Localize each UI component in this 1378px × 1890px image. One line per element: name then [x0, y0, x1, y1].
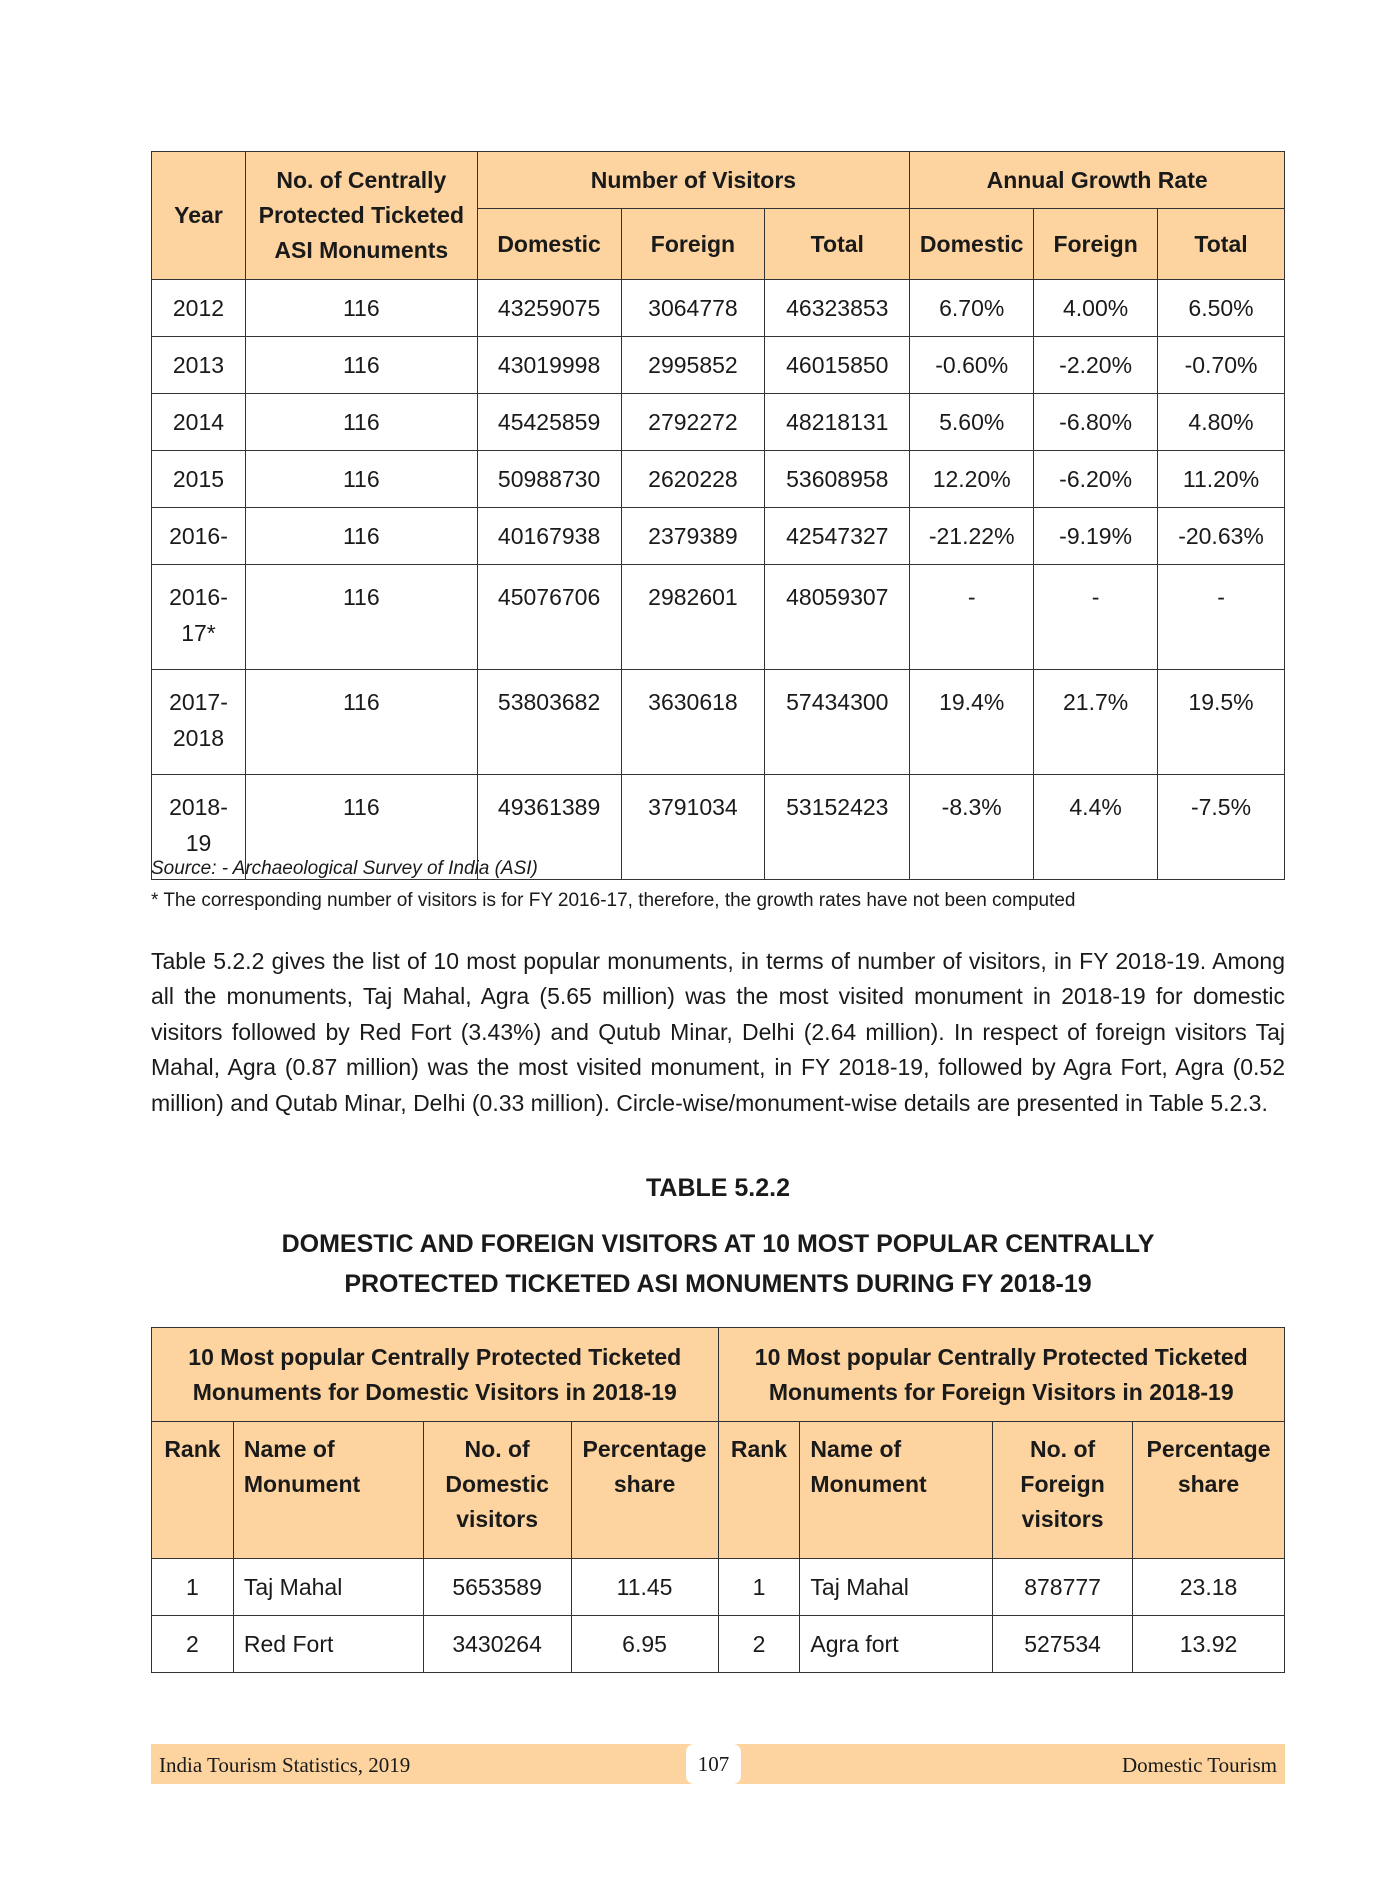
monuments-cell: 116	[245, 508, 477, 565]
domestic-cell: 53803682	[477, 670, 621, 775]
table-row	[152, 1616, 1285, 1673]
foreign-cell: 2379389	[621, 508, 765, 565]
table-row	[152, 394, 1285, 451]
header-foreign: Foreign	[621, 209, 765, 280]
monument-name-cell: Agra fort	[800, 1616, 993, 1673]
table-label: TABLE 5.2.2	[645, 1174, 791, 1202]
header-year: Year	[152, 152, 246, 280]
year-cell: 2016-17*	[152, 565, 246, 670]
domestic-cell: 45425859	[477, 394, 621, 451]
popular-monuments-table	[151, 1327, 1285, 1673]
monument-name-cell: Red Fort	[233, 1616, 423, 1673]
header-annual-growth-rate: Annual Growth Rate	[910, 152, 1285, 209]
growth-domestic-cell: -0.60%	[910, 337, 1034, 394]
monuments-cell: 116	[245, 565, 477, 670]
page-number: 107	[686, 1744, 741, 1784]
rank-cell: 2	[152, 1616, 234, 1673]
header-foreign-visitors: No. of Foreign visitors	[993, 1422, 1133, 1559]
growth-domestic-cell: -	[910, 565, 1034, 670]
growth-total-cell: -20.63%	[1158, 508, 1285, 565]
monuments-cell: 116	[245, 280, 477, 337]
share-cell: 6.95	[571, 1616, 718, 1673]
header-monuments: No. of Centrally Protected Ticketed ASI Monuments	[245, 152, 477, 280]
group-header-domestic: 10 Most popular Centrally Protected Ticketed Monuments for Domestic Visitors in 2018-19	[152, 1328, 719, 1422]
year-cell: 2012	[152, 280, 246, 337]
table-row	[152, 451, 1285, 508]
monuments-cell: 116	[245, 775, 477, 880]
foreign-cell: 3630618	[621, 670, 765, 775]
growth-foreign-cell: -2.20%	[1034, 337, 1158, 394]
monuments-cell: 116	[245, 337, 477, 394]
header-growth-foreign: Foreign	[1034, 209, 1158, 280]
domestic-cell: 43019998	[477, 337, 621, 394]
domestic-cell: 49361389	[477, 775, 621, 880]
foreign-cell: 2982601	[621, 565, 765, 670]
foreign-cell: 2995852	[621, 337, 765, 394]
total-cell: 53152423	[765, 775, 910, 880]
footnote: * The corresponding number of visitors is for FY 2016-17, therefore, the growth rates have not been computed	[151, 890, 1076, 911]
table-title-line-2: PROTECTED TICKETED ASI MONUMENTS DURING FY 2018-19	[344, 1270, 1092, 1298]
table-row	[152, 280, 1285, 337]
rank-cell: 2	[718, 1616, 800, 1673]
total-cell: 46323853	[765, 280, 910, 337]
growth-total-cell: 19.5%	[1158, 670, 1285, 775]
table-title-line-1: DOMESTIC AND FOREIGN VISITORS AT 10 MOST POPULAR CENTRALLY	[281, 1230, 1155, 1258]
foreign-cell: 2792272	[621, 394, 765, 451]
growth-domestic-cell: 5.60%	[910, 394, 1034, 451]
total-cell: 53608958	[765, 451, 910, 508]
domestic-cell: 45076706	[477, 565, 621, 670]
year-cell: 2018-19	[152, 775, 246, 880]
header-growth-domestic: Domestic	[910, 209, 1034, 280]
total-cell: 42547327	[765, 508, 910, 565]
total-cell: 48218131	[765, 394, 910, 451]
monument-name-cell: Taj Mahal	[233, 1559, 423, 1616]
visitors-cell: 3430264	[423, 1616, 571, 1673]
foreign-cell: 3064778	[621, 280, 765, 337]
foreign-cell: 2620228	[621, 451, 765, 508]
share-cell: 23.18	[1133, 1559, 1285, 1616]
source-note: Source: - Archaeological Survey of India (ASI)	[151, 858, 538, 879]
table-row	[152, 565, 1285, 670]
domestic-cell: 40167938	[477, 508, 621, 565]
total-cell: 57434300	[765, 670, 910, 775]
footer-section: Domestic Tourism	[1121, 1753, 1277, 1777]
table-title	[151, 1224, 1285, 1304]
year-cell: 2013	[152, 337, 246, 394]
visitors-cell: 878777	[993, 1559, 1133, 1616]
year-cell: 2016-	[152, 508, 246, 565]
header-share: Percentage share	[1133, 1422, 1285, 1559]
growth-foreign-cell: -6.20%	[1034, 451, 1158, 508]
group-header-foreign: 10 Most popular Centrally Protected Ticketed Monuments for Foreign Visitors in 2018-19	[718, 1328, 1284, 1422]
visitors-cell: 527534	[993, 1616, 1133, 1673]
growth-foreign-cell: -	[1034, 565, 1158, 670]
growth-total-cell: 11.20%	[1158, 451, 1285, 508]
monuments-cell: 116	[245, 394, 477, 451]
growth-total-cell: -7.5%	[1158, 775, 1285, 880]
header-rank: Rank	[718, 1422, 800, 1559]
domestic-cell: 50988730	[477, 451, 621, 508]
growth-domestic-cell: 12.20%	[910, 451, 1034, 508]
monument-name-cell: Taj Mahal	[800, 1559, 993, 1616]
growth-domestic-cell: -21.22%	[910, 508, 1034, 565]
rank-cell: 1	[718, 1559, 800, 1616]
growth-domestic-cell: 6.70%	[910, 280, 1034, 337]
growth-domestic-cell: 19.4%	[910, 670, 1034, 775]
table-row	[152, 670, 1285, 775]
header-share: Percentage share	[571, 1422, 718, 1559]
growth-foreign-cell: 4.4%	[1034, 775, 1158, 880]
header-domestic: Domestic	[477, 209, 621, 280]
visitors-cell: 5653589	[423, 1559, 571, 1616]
domestic-cell: 43259075	[477, 280, 621, 337]
page-footer	[151, 1744, 1285, 1784]
body-paragraph: Table 5.2.2 gives the list of 10 most popular monuments, in terms of number of visitors, in FY 2018-19. Among all the monuments, Taj Mahal, Agra (5.65 million) was the most visited monument in 2018-19 for domestic visitors followed by Red Fort (3.43%) and Qutub Minar, Delhi (2.64 million). In respect of foreign visitors Taj Mahal, Agra (0.87 million) was the most visited monument, in FY 2018-19, followed by Agra Fort, Agra (0.52 million) and Qutab Minar, Delhi (0.33 million). Circle-wise/monument-wise details are presented in Table 5.2.3.	[151, 948, 1285, 1116]
growth-domestic-cell: -8.3%	[910, 775, 1034, 880]
growth-foreign-cell: 4.00%	[1034, 280, 1158, 337]
monuments-cell: 116	[245, 670, 477, 775]
foreign-cell: 3791034	[621, 775, 765, 880]
total-cell: 48059307	[765, 565, 910, 670]
year-cell: 2015	[152, 451, 246, 508]
growth-total-cell: 6.50%	[1158, 280, 1285, 337]
header-name: Name of Monument	[800, 1422, 993, 1559]
growth-total-cell: 4.80%	[1158, 394, 1285, 451]
growth-foreign-cell: -9.19%	[1034, 508, 1158, 565]
monuments-cell: 116	[245, 451, 477, 508]
table-row	[152, 508, 1285, 565]
year-cell: 2017-2018	[152, 670, 246, 775]
growth-total-cell: -0.70%	[1158, 337, 1285, 394]
footer-publication: India Tourism Statistics, 2019	[159, 1753, 411, 1777]
header-name: Name of Monument	[233, 1422, 423, 1559]
share-cell: 11.45	[571, 1559, 718, 1616]
share-cell: 13.92	[1133, 1616, 1285, 1673]
year-cell: 2014	[152, 394, 246, 451]
header-growth-total: Total	[1158, 209, 1285, 280]
header-rank: Rank	[152, 1422, 234, 1559]
total-cell: 46015850	[765, 337, 910, 394]
header-domestic-visitors: No. of Domestic visitors	[423, 1422, 571, 1559]
header-number-of-visitors: Number of Visitors	[477, 152, 910, 209]
rank-cell: 1	[152, 1559, 234, 1616]
growth-foreign-cell: 21.7%	[1034, 670, 1158, 775]
header-total: Total	[765, 209, 910, 280]
table-row	[152, 1559, 1285, 1616]
growth-total-cell: -	[1158, 565, 1285, 670]
growth-foreign-cell: -6.80%	[1034, 394, 1158, 451]
table-row	[152, 337, 1285, 394]
visitors-growth-table	[151, 151, 1285, 880]
